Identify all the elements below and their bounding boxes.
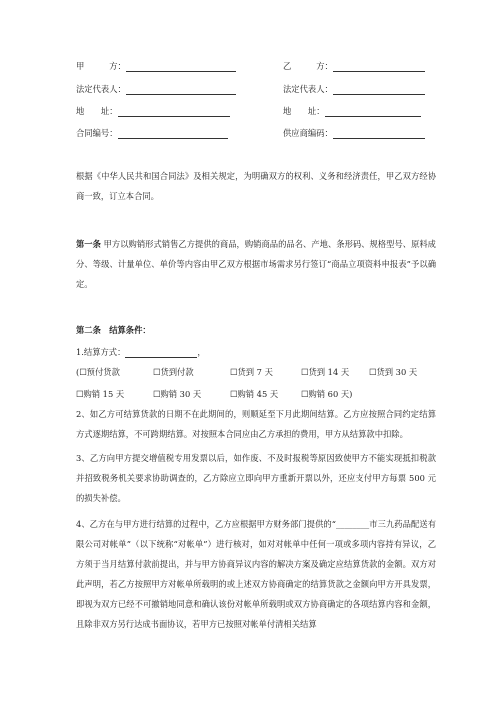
intro-paragraph: 根据《中华人民共和国合同法》及相关规定，为明确双方的权利、义务和经济责任，甲乙双方经协商一致，订立本合同。 <box>76 171 436 201</box>
option-sale-30[interactable]: ☐购销 30 天 <box>153 389 202 399</box>
addr-a-field <box>76 105 230 117</box>
addr-b-label: 地 址： <box>283 106 325 116</box>
article-1-title: 第一条 <box>76 239 101 249</box>
party-b-field <box>283 60 425 72</box>
article-1 <box>76 234 436 294</box>
option-delivery-7[interactable]: ☐货到 7 天 <box>230 367 273 377</box>
contract-no-blank[interactable] <box>118 129 228 139</box>
option-sale-15[interactable]: ☐购销 15 天 <box>76 389 125 399</box>
party-a-label: 甲 方： <box>76 61 126 71</box>
supplier-no-label: 供应商编码： <box>283 128 333 138</box>
rep-b-blank[interactable] <box>333 85 425 95</box>
settlement-method-field <box>76 346 206 358</box>
contract-no-field <box>76 127 228 139</box>
rep-b-field <box>283 83 425 95</box>
option-sale-60[interactable]: ☐购销 60 天) <box>301 389 353 399</box>
contract-no-label: 合同编号： <box>76 128 118 138</box>
clause-2: 2、如乙方可结算货款的日期不在此期间的，则顺延至下月此期间结算。乙方应按照合同约定结算方式逐期结算，不可跨期结算。对按照本合同应由乙方承担的费用，甲方从结算款中扣除。 <box>76 409 436 439</box>
supplier-no-field <box>283 127 425 139</box>
supplier-no-blank[interactable] <box>333 129 425 139</box>
rep-a-label: 法定代表人： <box>76 84 126 94</box>
addr-b-field <box>283 105 421 117</box>
option-prepay[interactable]: (☐预付货款 <box>76 367 120 377</box>
clause-4: 4、乙方在与甲方进行结算的过程中，乙方应根据甲方财务部门提供的“________市三九药品配送有限公司对帐单”（以下统称“对帐单”）进行核对，如对对帐单中任何一项或多项内容持有异议，乙方须于当月结算付款前提出，并与甲方协商异议内容的解决方案及确定应结算货款的金额。双方对此声明，若乙方按照甲方对帐单所载明的或上述双方协商确定的结算货款之金额向甲方开具发票，即视为双方已经不可撤销地同意和确认该份对帐单所载明或双方协商确定的各项结算内容和金额，且除非双方另行达成书面协议，若甲方已按照对帐单付清相关结算 <box>76 519 436 629</box>
addr-a-blank[interactable] <box>118 107 230 117</box>
option-sale-45[interactable]: ☐购销 45 天 <box>230 389 279 399</box>
option-delivery-14[interactable]: ☐货到 14 天 <box>301 367 350 377</box>
addr-b-blank[interactable] <box>325 107 421 117</box>
party-a-field <box>76 60 236 72</box>
article-2-title: 第二条 结算条件： <box>76 325 151 335</box>
rep-a-blank[interactable] <box>126 85 236 95</box>
rep-a-field <box>76 83 236 95</box>
settlement-method-suffix: ， <box>197 347 206 357</box>
clause-3: 3、乙方向甲方提交增值税专用发票以后，如作废、不及时报税等原因致使甲方不能实现抵扣税款并招致税务机关要求协助调查的，乙方除应立即向甲方重新开票以外，还应支付甲方每票 500 元的损失补偿。 <box>76 453 436 503</box>
article-1-text: 甲方以购销形式销售乙方提供的商品，购销商品的品名、产地、条形码、规格型号、原料成分、等级、计量单位、单价等内容由甲乙双方根据市场需求另行签订“商品立项资料申报表”予以确定。 <box>76 239 436 289</box>
settlement-method-blank[interactable] <box>125 348 197 358</box>
option-delivery-30[interactable]: ☐货到 30 天 <box>369 367 418 377</box>
party-a-blank[interactable] <box>126 62 236 72</box>
party-b-label: 乙 方： <box>283 61 333 71</box>
settlement-method-label: 1.结算方式： <box>76 347 126 357</box>
addr-a-label: 地 址： <box>76 106 118 116</box>
rep-b-label: 法定代表人： <box>283 84 333 94</box>
party-b-blank[interactable] <box>333 62 425 72</box>
option-cod[interactable]: ☐货到付款 <box>153 367 194 377</box>
